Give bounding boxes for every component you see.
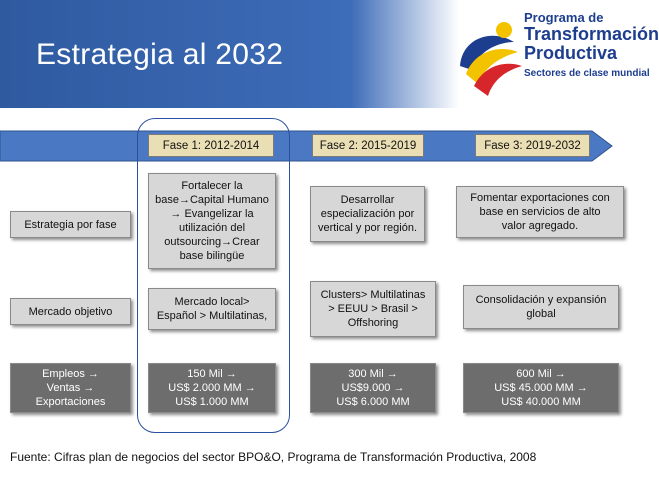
phase-3-label: Fase 3: 2019-2032: [475, 134, 590, 157]
cell-metrics-phase-2: [310, 363, 436, 413]
row-label-strategy: [10, 211, 131, 238]
row-label-text: Estrategia por fase: [24, 218, 117, 231]
cell-text: 600 Mil → US$ 45.000 MM → US$ 40.000 MM: [494, 368, 588, 408]
page-title: Estrategia al 2032: [36, 38, 284, 71]
cell-text: Clusters> Multilatinas > EEUU > Brasil > Offshoring: [320, 289, 426, 329]
cell-text: Mercado local> Español > Multilatinas,: [156, 296, 268, 322]
row-label-text: Mercado objetivo: [28, 305, 113, 318]
cell-metrics-phase-1: [148, 363, 276, 413]
phase-1-label: Fase 1: 2012-2014: [148, 134, 274, 157]
logo-line-1: Programa de: [524, 10, 604, 25]
cell-market-phase-3: [463, 285, 619, 329]
logo-line-4: Sectores de clase mundial: [524, 68, 650, 79]
cell-text: 300 Mil → US$9.000 → US$ 6.000 MM: [336, 368, 410, 408]
row-label-metrics: [10, 363, 131, 413]
cell-strategy-phase-3: [456, 186, 624, 238]
cell-metrics-phase-3: [463, 363, 619, 413]
cell-text: Desarrollar especialización por vertical y por región.: [317, 194, 418, 234]
source-footnote: Fuente: Cifras plan de negocios del sector BPO&O, Programa de Transformación Productiva, 2008: [10, 450, 537, 464]
cell-market-phase-2: [310, 281, 436, 337]
row-label-text: Empleos → Ventas → Exportaciones: [35, 368, 106, 408]
logo-line-2: Transformación: [524, 24, 659, 44]
logo-line-3: Productiva: [524, 43, 618, 63]
cell-text: Fomentar exportaciones con base en servicios de alto valor agregado.: [470, 192, 610, 232]
cell-strategy-phase-2: [310, 186, 425, 242]
logo-text: [524, 10, 659, 81]
cell-text: Consolidación y expansión global: [475, 294, 607, 320]
row-label-market: [10, 298, 131, 325]
cell-market-phase-1: [148, 288, 276, 330]
cell-text: Fortalecer la base→Capital Humano → Evangelizar la utilización del outsourcing→Crear base bilingüe: [155, 180, 269, 262]
cell-text: 150 Mil → US$ 2.000 MM → US$ 1.000 MM: [168, 368, 256, 408]
cell-strategy-phase-1: [148, 173, 276, 269]
phase-2-label: Fase 2: 2015-2019: [312, 134, 424, 157]
